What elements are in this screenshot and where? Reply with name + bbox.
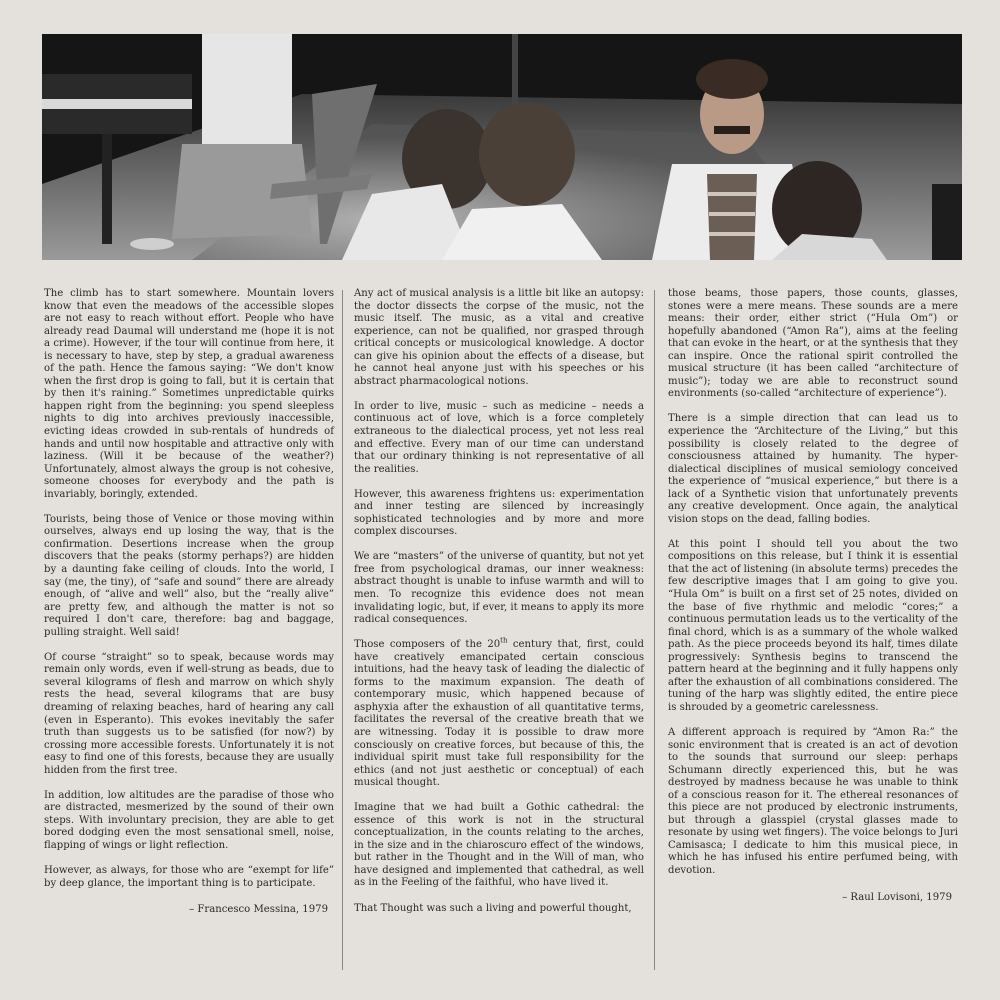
paragraph: Tourists, being those of Venice or those moving within ourselves, always end up losing the way, that is the confirmation. Desertions increase when the group discovers that the peaks (stormy perhaps?) are hidden by a daunting fake ceiling of clouds. Into the world, I say (me, the tiny), of “safe and sound” there are already enough, of “alive and well” also, but the “really alive” are pretty few, and although the matter is not so required I don't care, therefore: bag and baggage, pulling straight. Well said! [44,513,334,638]
header-photo [42,34,962,260]
paragraph: The climb has to start somewhere. Mountain lovers know that even the meadows of the accessible slopes are not easy to reach without effort. People who have already read Daumal will understand me (hope it is not a crime). However, if the tour will continue from here, it is necessary to have, step by step, a gradual awareness of the path. Hence the famous saying: “We don't know when the first drop is going to fall, but it is certain that by then it's raining.” Sometimes unpredictable quirks happen right from the beginning: you spend sleepless nights to dig into archives previously inaccessible, evicting ideas crowded in sub-rentals of hundreds of hands and until now hospitable and attractive only with laziness. (Will it be because of the weather?) Unfortunately, almost always the group is not cohesive, someone chooses for everybody and the path is invariably, boringly, extended. [44,288,334,500]
paragraph: That Thought was such a living and powerful thought, [354,902,632,914]
column-divider-right [654,290,655,970]
column-divider-left [342,290,343,970]
paragraph: Any act of musical analysis is a little bit like an autopsy: the doctor dissects the corpse of the music, not the music itself. The music, as a vital and creative experience, can not be qualified, nor grasped through critical concepts or musicological knowledge. A doctor can give his opinion about the effects of a disease, but he cannot heal anyone just with his speeches or his abstract pharmacological notions. [354,288,644,387]
paragraph: Imagine that we had built a Gothic cathedral: the essence of this work is not in the structural conceptualization, in the counts relating to the arches, in the size and in the chiaroscuro effect of the windows, but rather in the Thought and in the Will of man, who have designed and implemented that cathedral, as well as in the Feeling of the faithful, who have lived it. [354,802,644,889]
paragraph: In order to live, music – such as medicine – needs a continuous act of love, which is a force completely extraneous to the dialectical process, yet not less real and effective. Every man of our time can understand that our ordinary thinking is not representative of all the realities. [354,400,644,475]
paragraph: those beams, those papers, those counts, glasses, stones were a mere means. These sounds are a mere means: their order, either strict (“Hula Om”) or hopefully abandoned (“Amon Ra”), aims at the feeling that can evoke in the heart, or at the synthesis that they can inspire. Once the rational spirit controlled the musical structure (it has been called “architecture of music”); today we are able to reconstruct sound environments (so-called “architecture of experience”). [668,288,958,400]
paragraph-text: Those composers of the 20 [354,639,501,651]
paragraph: There is a simple direction that can lead us to experience the “Architecture of the Living,” but this possibility is closely related to the degree of consciousness attained by humanity. The hyper-dialectical disciplines of musical semiology conceived the experience of “musical experience,” but there is a lack of a Synthetic vision that unfortunately prevents any creative development. Once again, the analytical vision stops on the dead, falling bodies. [668,413,958,525]
paragraph-text: century that, first, could have creatively emancipated certain conscious intuitions, had the heavy task of leading the dialectic of forms to the maximum expansion. The death of contemporary music, which happened because of asphyxia after the exhaustion of all quantitative terms, facilitates the reversal of the creative breath that we are witnessing. Today it is possible to draw more consciously on creative forces, but because of this, the individual spirit must take full responsibility for the ethics (and not just aesthetic or conceptual) of each musical thought. [354,639,644,789]
paragraph: However, as always, for those who are “exempt for life” by deep glance, the important thing is to participate. [44,864,334,889]
paragraph: However, this awareness frightens us: experimentation and inner testing are silenced by increasingly sophisticated technologies and by more and more complex discourses. [354,488,644,538]
author-signature: – Francesco Messina, 1979 [189,904,328,916]
paragraph: Of course “straight” so to speak, because words may remain only words, even if well-strung as beads, due to several kilograms of flesh and marrow on which shyly rests the head, several kilograms that are busy dreaming of relaxing beaches, hard of hearing any call (even in Esperanto). This evokes inevitably the safer truth than suggests us to be satisfied (for now?) by crossing more accessible forests. Unfortunately it is not easy to find one of this forests, because they are usually hidden from the first tree. [44,651,334,776]
superscript: th [500,636,508,645]
paragraph: We are “masters” of the universe of quantity, but not yet free from psychological dramas, our inner weakness: abstract thought is unable to infuse warmth and will to men. To recognize this evidence does not mean invalidating logic, but, if ever, it means to apply its more radical consequences. [354,551,644,626]
paragraph [354,636,644,790]
musicians-photo [42,34,962,260]
author-signature: – Raul Lovisoni, 1979 [842,891,952,903]
paragraph: At this point I should tell you about the two compositions on this release, but I think it is essential that the act of listening (in absolute terms) precedes the few descriptive images that I am going to give you. “Hula Om” is built on a first set of 25 notes, divided on the base of five rhythmic and melodic “cores;” a continuous permutation leads us to the verticality of the final chord, which is as a summary of the whole walked path. As the piece proceeds beyond its half, times dilate progressively: Synthesis begins to transcend the pattern heard at the beginning and it fully happens only after the exhaustion of all combinations considered. The tuning of the harp was slightly edited, the entire piece is shrouded by a geometric carelessness. [668,538,958,713]
essay-column-messina [44,288,334,917]
essay-column-middle [354,288,644,928]
paragraph: In addition, low altitudes are the paradise of those who are distracted, mesmerized by the sound of their own steps. With involuntary precision, they are able to get bored dodging even the most sensational smell, noise, flapping of wings or light reflection. [44,789,334,851]
paragraph: A different approach is required by “Amon Ra:” the sonic environment that is created is an act of devotion to the sounds that surround our sleep: perhaps Schumann directly experienced this, but he was destroyed by madness because he was unable to think of a conscious reason for it. The ethereal resonances of this piece are not produced by electronic instruments, but through a glasspiel (crystal glasses made to resonate by using wet fingers). The voice belongs to Juri Camisasca; I dedicate to him this musical piece, in which he has infused his entire perfumed being, with devotion. [668,727,958,877]
essay-column-lovisoni [668,288,958,904]
